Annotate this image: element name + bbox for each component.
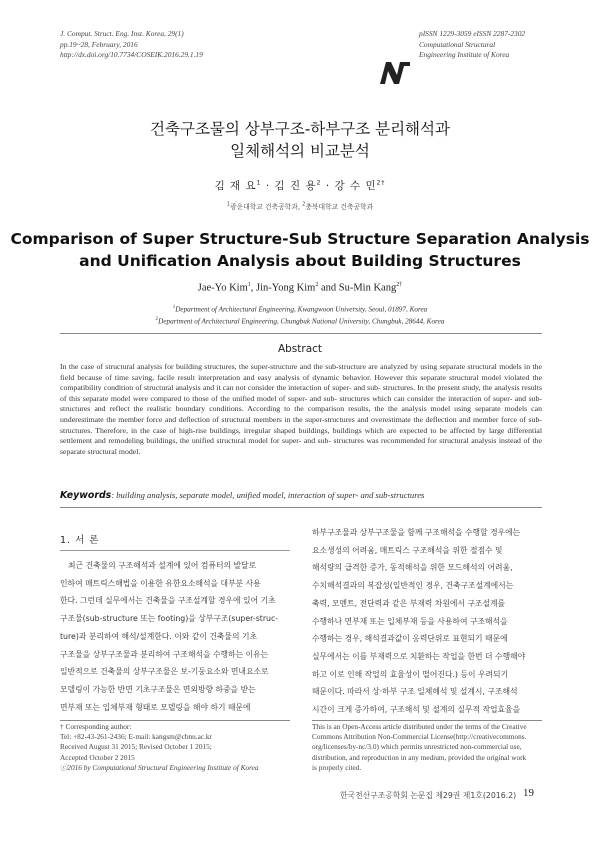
body-line: ture)과 분리하여 해석/설계한다. 이와 같이 건축물의 기초	[60, 631, 258, 641]
title-korean-line1: 건축구조물의 상부구조-하부구조 분리해석과	[150, 120, 450, 138]
journal-header-left	[60, 29, 203, 61]
body-line: 한다. 그런데 실무에서는 건축물을 구조설계할 경우에 있어 기초	[60, 596, 276, 606]
keywords	[60, 490, 542, 501]
body-line: 때문이다. 따라서 상·하부 구조 일체해석 및 설계시, 구조해석	[312, 687, 518, 697]
header-citation: J. Comput. Struct. Eng. Inst. Korea, 29(1)	[60, 29, 184, 38]
header-pages: pp.19~28, February, 2016	[60, 39, 138, 49]
footnote-left	[60, 722, 292, 773]
abstract-top-rule	[60, 333, 542, 334]
section-heading-rule	[60, 550, 290, 551]
body-line: 수행하나 면부재 또는 입체부재 등을 사용하여 구조해석을	[312, 616, 508, 626]
affiliations-english: $^1$Department of Architectural Engineering, Kwangwoon University, Seoul, 01897, Korea $^2$Department of Architectural Engineering, Chungbuk National University, Chungbuk, 28644, Korea	[155, 305, 445, 326]
section-heading: 1. 서 론	[60, 535, 100, 546]
body-line: 하부구조물과 상부구조물을 함께 구조해석을 수행할 경우에는	[312, 528, 521, 537]
title-english-line1: Comparison of Super Structure-Sub Structure Separation Analysis	[10, 230, 590, 248]
title-english-line2: and Unification Analysis about Building Structures	[79, 252, 521, 270]
authors-english: Jae-Yo Kim$^1$, Jin-Yong Kim$^2$ and Su-Min Kang$^{2\dagger}$	[197, 282, 403, 294]
journal-header-right	[419, 29, 525, 61]
footer-journal: 한국전산구조공학회 논문집 제29권 제1호(2016.2)	[340, 791, 517, 800]
footnote-right	[312, 722, 544, 773]
body-line: 일반적으로 건축물의 상부구조물은 보-기둥요소와 면내요소로	[60, 667, 269, 677]
license-line: distribution, and reproduction in any medium, provided the original work	[312, 752, 527, 762]
body-line: 해석량의 급격한 증가, 동적해석을 위한 모드해석의 어려움,	[312, 563, 513, 573]
title-english	[0, 228, 600, 272]
license-line: is properly cited.	[312, 762, 362, 772]
author-ko-2: 김 진 용	[274, 180, 317, 192]
affiliation-en-1: Department of Architectural Engineering, Kwangwoon University, Seoul, 01897, Korea	[175, 305, 428, 314]
title-korean	[0, 118, 600, 162]
accepted-date: Accepted October 2 2015	[60, 752, 135, 762]
body-line: 구조물(sub-structure 또는 footing)을 상부구조(super-struc-	[60, 614, 279, 624]
footnote-rule-left	[60, 720, 290, 721]
page-number: 19	[523, 787, 534, 799]
affiliations-korean: $^1$광운대학교 건축공학과, $^2$충북대학교 건축공학과	[226, 201, 374, 211]
body-line: 실무에서는 이를 부재력으로 치환하는 작업을 한번 더 수행해야	[312, 651, 526, 661]
corresponding-author: † Corresponding author:	[60, 722, 132, 731]
license-line: This is an Open-Access article distributed under the terms of the Creative	[312, 722, 527, 731]
body-line: 수치해석결과의 복잡성(일반적인 경우, 건축구조설계에서는	[312, 581, 514, 591]
body-line: 면부재 또는 입체부재 형태로 모델링을 해야 하기 때문에	[60, 702, 251, 712]
header-publisher-1: Computational Structural	[419, 39, 496, 49]
body-line: 하고 이로 인해 작업의 효율성이 떨어진다.) 등이 우려되기	[312, 669, 509, 679]
body-line: 인하여 매트릭스해법을 이용한 유한요소해석을 대부분 사용	[60, 578, 261, 588]
body-line: 구조물을 상부구조물과 분리하여 구조해석을 수행하는 이유는	[60, 649, 269, 659]
title-korean-line2: 일체해석의 비교분석	[230, 142, 370, 160]
received-date: Received August 31 2015; Revised October 1 2015;	[60, 742, 212, 752]
header-publisher-2: Engineering Institute of Korea	[419, 50, 510, 59]
header-issn: pISSN 1229-3059 eISSN 2287-2302	[419, 29, 526, 38]
body-left-column	[60, 557, 290, 716]
keywords-text: : building analysis, separate model, unified model, interaction of super- and sub-structures	[111, 490, 425, 500]
author-en-1: Jae-Yo Kim	[197, 282, 248, 294]
author-ko-3: 강 수 민	[334, 180, 377, 192]
contact-info: Tel: +82-43-261-2436; E-mail: kangsm@cbnu.ac.kr	[60, 732, 212, 742]
author-en-3: Su-Min Kang	[338, 282, 397, 294]
keywords-label: Keywords	[60, 490, 112, 501]
footnote-rule-right	[312, 720, 542, 721]
body-line: 수행하는 경우, 해석결과값이 응력단위로 표현되기 때문에	[312, 634, 508, 644]
author-ko-1: 김 재 요	[214, 180, 257, 192]
body-line: 요소생성의 어려움, 매트릭스 구조해석을 위한 절점수 및	[312, 545, 503, 555]
body-line: 모델링이 가능한 반면 기초구조물은 면외방향 하중을 받는	[60, 684, 256, 694]
license-line: org/licenses/by-nc/3.0) which permits unrestricted non-commercial use,	[312, 742, 522, 752]
affiliation-en-2: Department of Architectural Engineering, Chungbuk National University, Chungbuk, 28644, Korea	[158, 317, 445, 326]
coseik-logo-icon	[380, 62, 410, 88]
body-right-column	[312, 524, 542, 719]
copyright: ⓒ2016 by Computational Structural Engineering Institute of Korea	[60, 762, 259, 772]
header-doi: http://dx.doi.org/10.7734/COSEIK.2016.29.1.19	[60, 50, 203, 59]
body-line: 최근 건축물의 구조해석과 설계에 있어 컴퓨터의 발달로	[68, 561, 257, 570]
authors-korean: 김 재 요$^1$ · 김 진 용$^2$ · 강 수 민$^{2\dagger}$	[214, 179, 386, 192]
author-en-2: Jin-Yong Kim	[256, 282, 316, 294]
abstract-bottom-rule	[60, 507, 542, 508]
body-line: 축력, 모멘트, 전단력과 같은 부재력 차원에서 구조설계를	[312, 598, 506, 608]
body-line: 시간이 크게 증가하여, 구조해석 및 설계의 실무적 작업효율을	[312, 705, 521, 715]
abstract-heading: Abstract	[277, 343, 323, 355]
abstract-text: In the case of structural analysis for building structures, the super-structure and the sub-structure are analyzed by using separate structural models in the field because of time saving, facile result interpretation and easy analysis of dynamic behavior. However this separate structural model violated the compatibility condition of structural analysis and it can not consider the interaction of super- and sub- structures. In the present study, the analysis results of this separate model were compared to those of the unified model of super- and sub- structures which can consider the interaction of super- and sub- structures and reflect the realistic boundary conditions. According to the comparison results, the the analysis model using separate models can underestimate the member force and deflection of structural members in the super-structures and overestimate the deflection and member force of sub-structures. Therefore, in the case of high-rise buildings, irregular shaped buildings, buildings which are expected to be affected by large differential settlement and remodeling buildings, the unified structural model for super- and sub- structures was recommended for structural analysis instead of the separate structural model.	[60, 362, 542, 456]
license-line: Commons Attribution Non-Commercial License(http://creativecommons.	[312, 732, 527, 742]
